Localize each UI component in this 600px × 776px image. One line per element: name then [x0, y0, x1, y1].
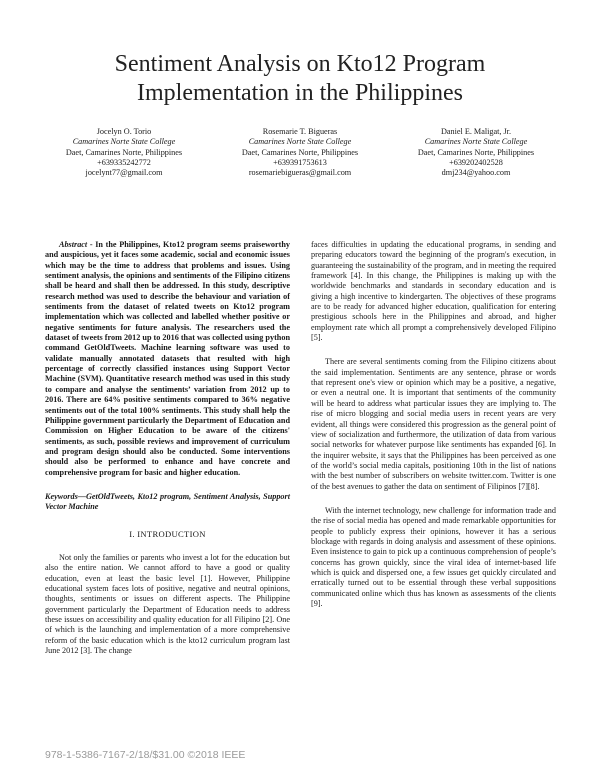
title-line-2: Implementation in the Philippines [137, 80, 463, 106]
author-address: Daet, Camarines Norte, Philippines [65, 147, 183, 157]
keywords: Keywords—GetOldTweets, Kto12 program, Sentiment Analysis, Support Vector Machine [45, 491, 290, 512]
author-2 [216, 127, 384, 178]
section-heading: I. INTRODUCTION [129, 528, 206, 539]
author-institution: Camarines Norte State College [72, 137, 176, 147]
author-1 [40, 127, 208, 178]
author-institution: Camarines Norte State College [424, 137, 528, 147]
paper-title [40, 50, 560, 108]
body-paragraph: With the internet technology, new challenge for information trade and the rise of social media has opened and made remarkable opportunities for people to publicly express their opinions, however it has a serious blockage with regards in doing analysis and assessment of these opinions. Even insistence to gain to pick up a continuous comprehension of people’s concerns has grown quickly, since the viral idea of internet-based life which is quick and dispersed one, a few issues get quickly circulated and erratically turned out to be essential through these verbal suppositions communicated online which thus has known as assessments of the clients [9]. [311, 505, 556, 608]
author-email: dmj234@yahoo.com [441, 168, 511, 178]
author-address: Daet, Camarines Norte, Philippines [417, 147, 535, 157]
abstract-label: Abstract [59, 240, 88, 249]
author-institution: Camarines Norte State College [248, 137, 352, 147]
body-paragraph: There are several sentiments coming from the Filipino citizens about the said implementation. Sentiments are any sentence, phrase or words that represent one's view or opinion which may be a positive, a negative, or even a neutral one. It is important that sentiments of the community will be heard to address what particular issues they are implying to. The rise of micro blogging and social media users in recent years are very evident, all things were considered this progression as the general point of view of socialization and furthermore, the utilization of data from various social networks for whatever purpose like sentiments has expanded [6]. In the inquirer website, it says that the Philippines has been perceived as one of the world’s social media capitals, positioning 10th in the list of nations with the best number of subscribers on website twitter.com. Twitter is one of the best avenues to gather the data on sentiment of Filipinos [7][8]. [311, 357, 556, 491]
abstract [45, 240, 290, 478]
author-email: rosemariebigueras@gmail.com [248, 168, 352, 178]
author-3 [392, 127, 560, 178]
abstract-text: - In the Philippines, Kto12 program seems praiseworthy and auspicious, yet it faces some academic, social and economic issues which may be the time to address that problems and issues. Using sentiment analysis, the opinions and sentiments of the Filipino citizens shall be heard and shall then be addressed. In this study, descriptive research method was used to describe the behaviour and variation of sentiments from the dataset of related tweets on Kto12 program implementation which was collected and labelled whether positive or negative sentiments for future analysis. The researchers used the dataset of tweets from 2012 up to 2016 that was collected using python command GetOldTweets. Machine learning software was used to validate manually annotated datasets that resulted with high percentage of correctly classified instances using Support Vector Machine (SVM). Quantitative research method was used in this study to compare and analyse the sentiments’ variation from 2012 up to 2016. There are 64% positive sentiments compared to 36% negative sentiments out of the total 100% sentiments. This study shall help the Philippine government particularly the Department of Education and Commission on Higher Education to be aware of the citizens' sentiments, as such, possible reviews and improvement of curriculum and program design should also be conducted. Some interventions should also be performed to enhance and have concrete and comprehensive program for basic and higher education. [45, 240, 291, 477]
author-name: Jocelyn O. Torio [96, 127, 152, 136]
right-column [311, 240, 556, 622]
left-column [45, 240, 290, 669]
title-line-1: Sentiment Analysis on Kto12 Program [114, 51, 486, 77]
author-name: Rosemarie T. Bigueras [262, 127, 338, 136]
author-block [40, 127, 560, 178]
author-phone: +639335242772 [97, 157, 151, 167]
body-paragraph: faces difficulties in updating the educational programs, in sending and preparing educators toward the beginning of the program's execution, in guaranteeing the sustainability of the program, and in meeting the required framework [4]. In this change, the Philippines is making up with the worldwide benchmarks and standards in secondary education and is giving a high incentive to kindergarten. The objectives of these programs are to be ready for advanced higher education, qualification for entering prestigious schools here in the Philippines and abroad, and higher employment rate which all prompt a comprehensively developed Filipino [5]. [311, 240, 556, 343]
author-address: Daet, Camarines Norte, Philippines [241, 147, 359, 157]
author-name: Daniel E. Maligat, Jr. [440, 127, 512, 136]
author-email: jocelynt77@gmail.com [85, 168, 163, 178]
author-phone: +639391753613 [273, 157, 327, 167]
copyright-footer: 978-1-5386-7167-2/18/$31.00 ©2018 IEEE [45, 749, 246, 761]
intro-paragraph: Not only the families or parents who invest a lot for the education but also the entire nation. We cannot afford to have a good or quality education, even at least the basic level [1]. However, Philippine educational system faces lots of positive, negative and neutral opinions, thoughts, sentiments or issues on different aspects. The Philippine government particularly the Department of Education needs to address these issues on accessibility and quality education for all Filipino [2]. One of which is the launching and implementation of a more comprehensive reform of the basic education which is the kto12 curriculum program last June 2012 [3]. The change [45, 552, 290, 656]
author-phone: +639202402528 [449, 157, 503, 167]
